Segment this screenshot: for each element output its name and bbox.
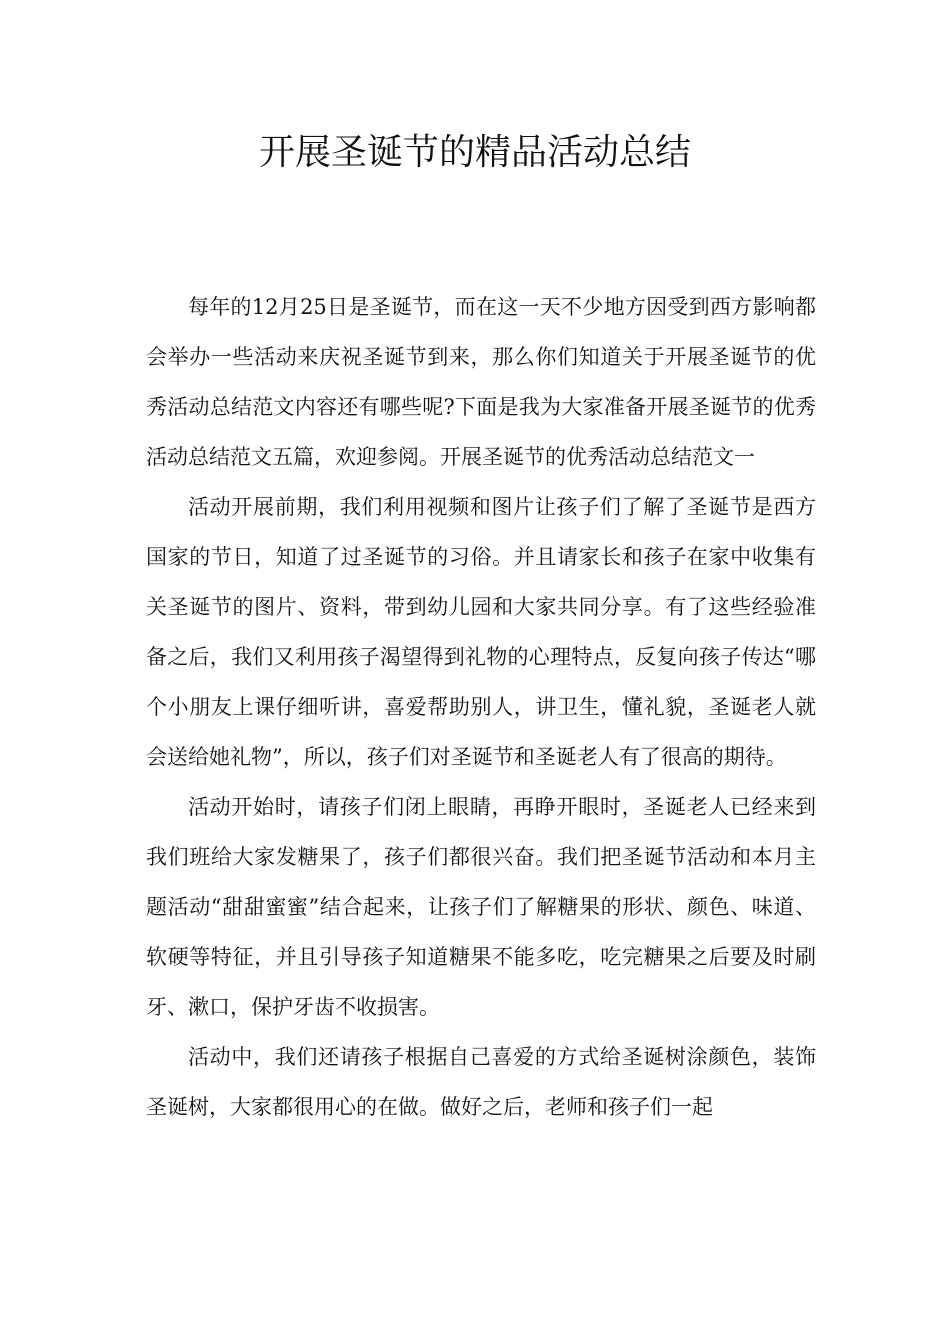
document-body xyxy=(146,282,816,1132)
paragraph-1: 每年的12月25日是圣诞节，而在这一天不少地方因受到西方影响都会举办一些活动来庆祝圣诞节到来，那么你们知道关于开展圣诞节的优秀活动总结范文内容还有哪些呢?下面是我为大家准备开展圣诞节的优秀活动总结范文五篇，欢迎参阅。开展圣诞节的优秀活动总结范文一 xyxy=(146,295,816,469)
paragraph-2: 活动开展前期，我们利用视频和图片让孩子们了解了圣诞节是西方国家的节日，知道了过圣诞节的习俗。并且请家长和孩子在家中收集有关圣诞节的图片、资料，带到幼儿园和大家共同分享。有了这些经验准备之后，我们又利用孩子渴望得到礼物的心理特点，反复向孩子传达“哪个小朋友上课仔细听讲，喜爱帮助别人，讲卫生，懂礼貌，圣诞老人就会送给她礼物”，所以，孩子们对圣诞节和圣诞老人有了很高的期待。 xyxy=(146,495,816,769)
paragraph-3: 活动开始时，请孩子们闭上眼睛，再睁开眼时，圣诞老人已经来到我们班给大家发糖果了，孩子们都很兴奋。我们把圣诞节活动和本月主题活动“甜甜蜜蜜”结合起来，让孩子们了解糖果的形状、颜色、味道、软硬等特征，并且引导孩子知道糖果不能多吃，吃完糖果之后要及时刷牙、漱口，保护牙齿不收损害。 xyxy=(146,795,816,1019)
paragraph-4: 活动中，我们还请孩子根据自己喜爱的方式给圣诞树涂颜色，装饰圣诞树，大家都很用心的在做。做好之后，老师和孩子们一起 xyxy=(146,1045,816,1119)
document-title: 开展圣诞节的精品活动总结 xyxy=(258,132,691,173)
